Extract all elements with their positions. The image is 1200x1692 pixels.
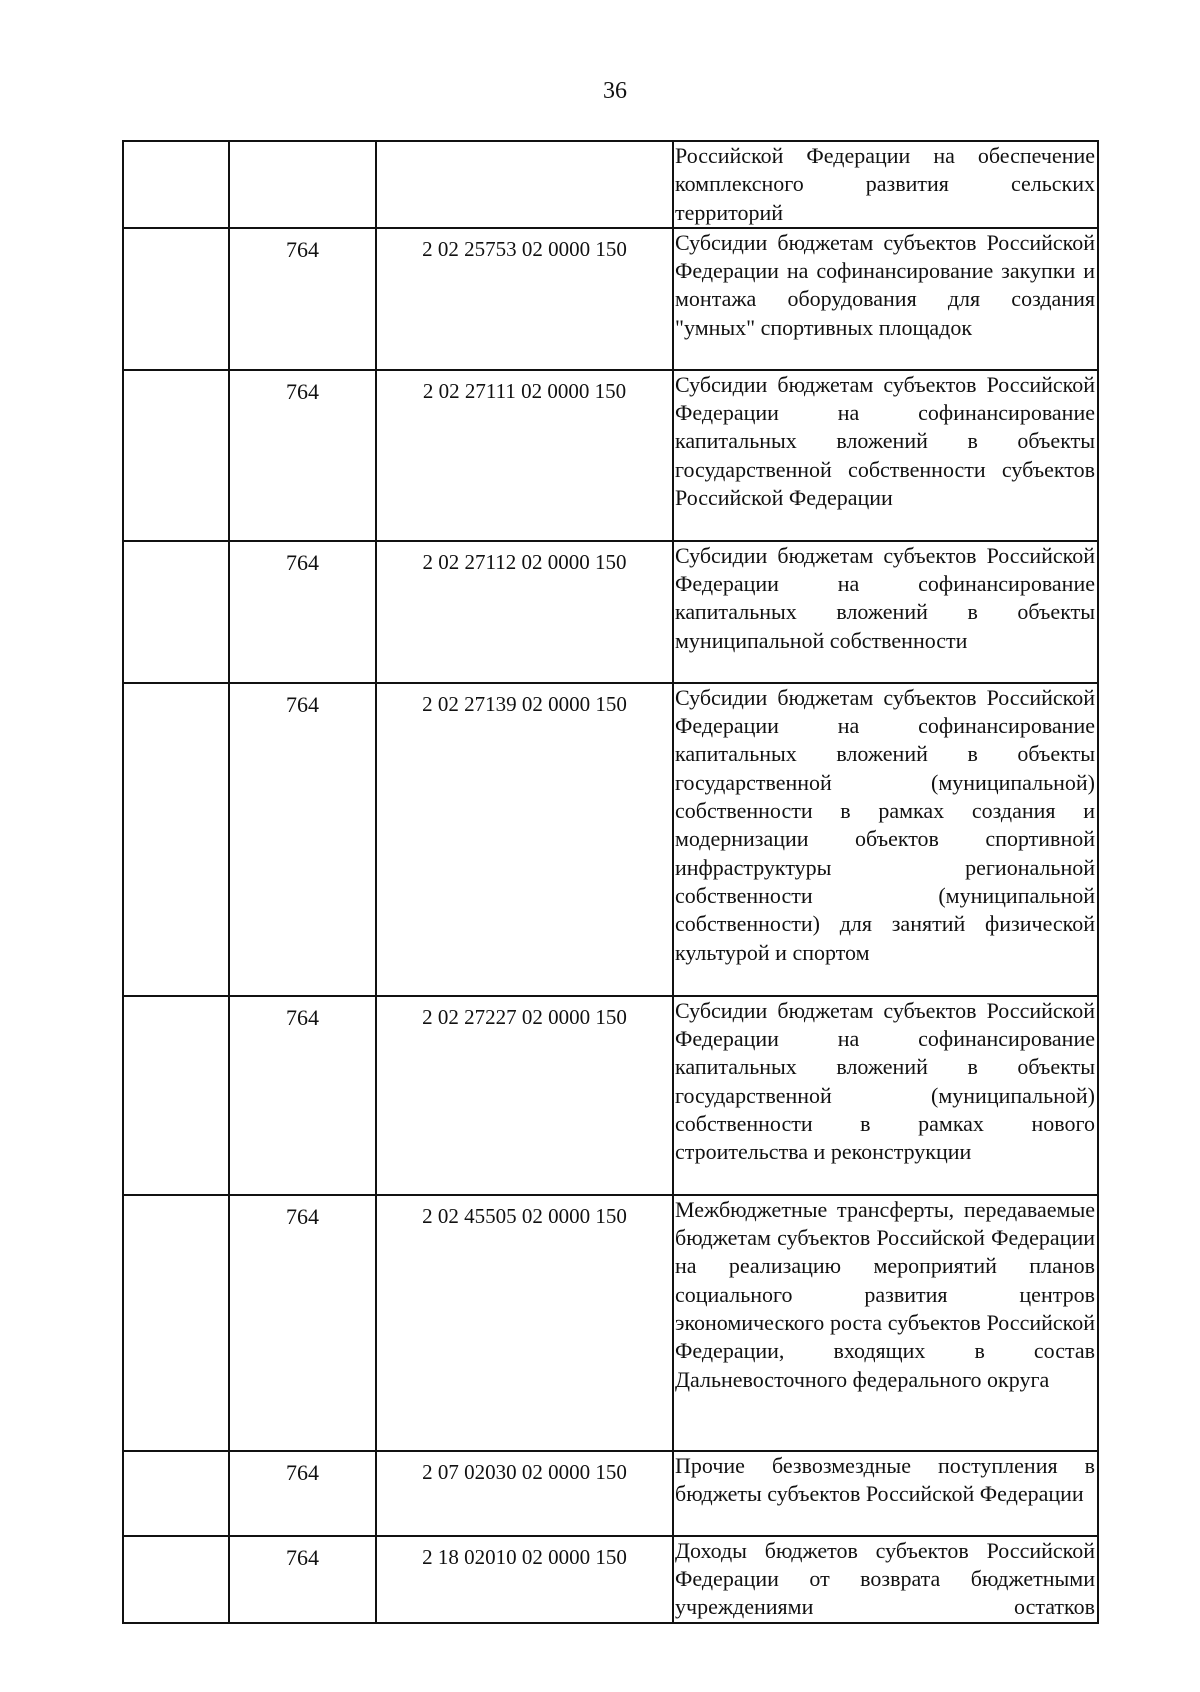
table-row [123, 683, 1098, 996]
revenue-code-cell: 2 18 02010 02 0000 150 [376, 1536, 673, 1623]
empty-cell [123, 1536, 229, 1623]
table-row [123, 1536, 1098, 1623]
empty-cell [123, 228, 229, 370]
description-cell: Прочие безвозмездные поступления в бюджеты субъектов Российской Федерации [673, 1451, 1098, 1536]
description-cell: Российской Федерации на обеспечение комплексного развития сельских территорий [673, 141, 1098, 228]
description-cell: Межбюджетные трансферты, передаваемые бюджетам субъектов Российской Федерации на реализацию мероприятий планов социального развития центров экономического роста субъектов Российской Федерации, входящих в состав Дальневосточного федерального округа [673, 1195, 1098, 1451]
table-row [123, 541, 1098, 683]
admin-code-cell: 764 [229, 541, 376, 683]
description-cell: Субсидии бюджетам субъектов Российской Федерации на софинансирование капитальных вложений в объекты государственной (муниципальной) собственности в рамках нового строительства и реконструкции [673, 996, 1098, 1195]
revenue-code-cell: 2 02 27112 02 0000 150 [376, 541, 673, 683]
admin-code-cell: 764 [229, 370, 376, 541]
empty-cell [123, 141, 229, 228]
empty-cell [123, 1451, 229, 1536]
admin-code-cell: 764 [229, 1451, 376, 1536]
description-cell: Субсидии бюджетам субъектов Российской Федерации на софинансирование капитальных вложений в объекты государственной (муниципальной) собственности в рамках создания и модернизации объектов спортивной инфраструктуры региональной собственности (муниципальной собственности) для занятий физической культурой и спортом [673, 683, 1098, 996]
description-cell: Субсидии бюджетам субъектов Российской Федерации на софинансирование капитальных вложений в объекты муниципальной собственности [673, 541, 1098, 683]
admin-code-cell: 764 [229, 683, 376, 996]
empty-cell [123, 683, 229, 996]
table-row [123, 228, 1098, 370]
description-cell: Субсидии бюджетам субъектов Российской Федерации на софинансирование закупки и монтажа оборудования для создания "умных" спортивных площадок [673, 228, 1098, 370]
empty-cell [123, 1195, 229, 1451]
revenue-code-cell [376, 141, 673, 228]
empty-cell [123, 541, 229, 683]
page-number: 36 [603, 78, 627, 104]
table-row [123, 1451, 1098, 1536]
description-cell: Субсидии бюджетам субъектов Российской Федерации на софинансирование капитальных вложений в объекты государственной собственности субъектов Российской Федерации [673, 370, 1098, 541]
table-row [123, 996, 1098, 1195]
revenue-codes-table [122, 140, 1099, 1624]
empty-cell [123, 370, 229, 541]
admin-code-cell [229, 141, 376, 228]
revenue-code-cell: 2 02 27111 02 0000 150 [376, 370, 673, 541]
table-row [123, 1195, 1098, 1451]
table-row [123, 141, 1098, 228]
admin-code-cell: 764 [229, 228, 376, 370]
admin-code-cell: 764 [229, 1195, 376, 1451]
empty-cell [123, 996, 229, 1195]
revenue-code-cell: 2 02 27227 02 0000 150 [376, 996, 673, 1195]
admin-code-cell: 764 [229, 996, 376, 1195]
description-cell: Доходы бюджетов субъектов Российской Федерации от возврата бюджетными учреждениями остатков [673, 1536, 1098, 1623]
table-row [123, 370, 1098, 541]
revenue-code-cell: 2 02 45505 02 0000 150 [376, 1195, 673, 1451]
revenue-code-cell: 2 02 25753 02 0000 150 [376, 228, 673, 370]
revenue-code-cell: 2 07 02030 02 0000 150 [376, 1451, 673, 1536]
revenue-code-cell: 2 02 27139 02 0000 150 [376, 683, 673, 996]
admin-code-cell: 764 [229, 1536, 376, 1623]
